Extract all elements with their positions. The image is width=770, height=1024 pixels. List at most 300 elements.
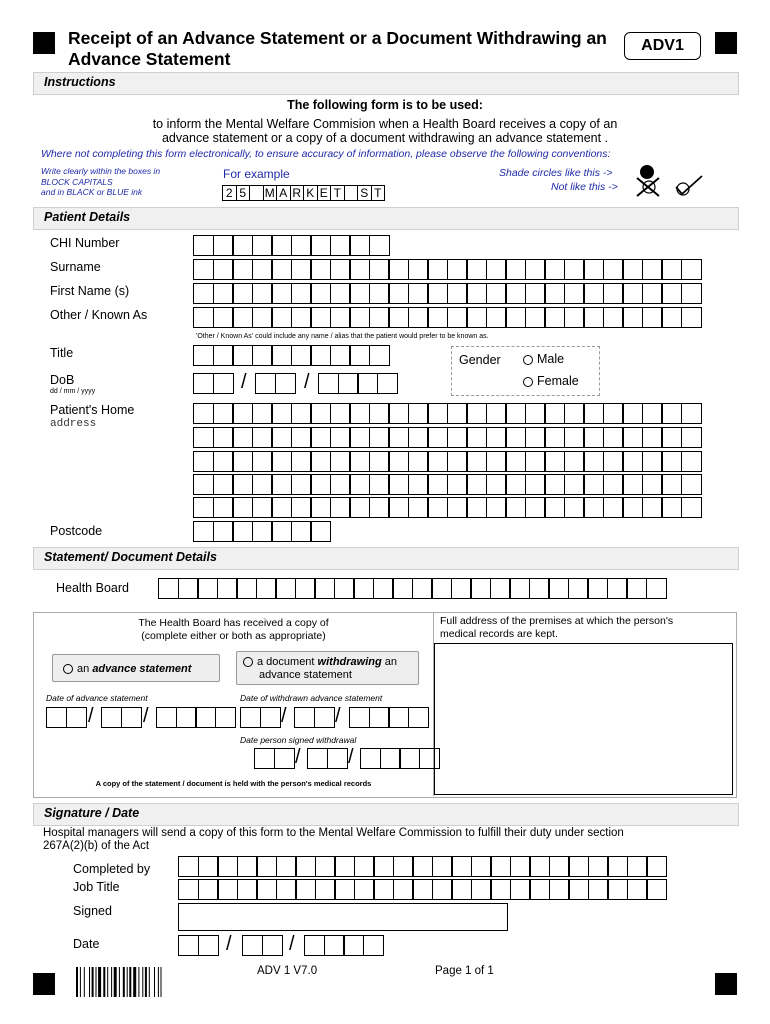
char-cell[interactable] xyxy=(271,521,292,542)
char-cell[interactable] xyxy=(369,403,390,424)
sign-date-month-input[interactable] xyxy=(242,935,281,956)
char-cell[interactable] xyxy=(314,707,335,728)
char-cell[interactable] xyxy=(252,345,273,366)
char-cell[interactable] xyxy=(486,403,507,424)
char-cell[interactable] xyxy=(295,879,316,900)
char-cell[interactable] xyxy=(607,879,628,900)
advance-month-input[interactable] xyxy=(101,707,140,728)
char-cell[interactable] xyxy=(291,307,312,328)
char-cell[interactable] xyxy=(369,497,390,518)
char-cell[interactable] xyxy=(583,283,604,304)
char-cell[interactable] xyxy=(232,521,253,542)
char-cell[interactable] xyxy=(399,748,420,769)
char-cell[interactable] xyxy=(193,373,214,394)
char-cell[interactable] xyxy=(470,578,491,599)
char-cell[interactable] xyxy=(330,427,351,448)
char-cell[interactable] xyxy=(388,307,409,328)
char-cell[interactable] xyxy=(252,521,273,542)
char-cell[interactable] xyxy=(373,856,394,877)
char-cell[interactable] xyxy=(661,307,682,328)
char-cell[interactable] xyxy=(525,474,546,495)
char-cell[interactable] xyxy=(622,427,643,448)
char-cell[interactable] xyxy=(193,235,214,256)
char-cell[interactable] xyxy=(66,707,87,728)
char-cell[interactable] xyxy=(310,451,331,472)
signed-month-input[interactable] xyxy=(307,748,346,769)
char-cell[interactable] xyxy=(307,748,328,769)
char-cell[interactable] xyxy=(388,707,409,728)
withdrawal-document-option[interactable]: a document withdrawing an advance statement xyxy=(236,651,419,685)
char-cell[interactable] xyxy=(626,578,647,599)
char-cell[interactable] xyxy=(627,879,648,900)
char-cell[interactable] xyxy=(334,578,355,599)
signed-day-input[interactable] xyxy=(254,748,293,769)
char-cell[interactable] xyxy=(583,403,604,424)
char-cell[interactable] xyxy=(314,578,335,599)
char-cell[interactable] xyxy=(549,879,570,900)
char-cell[interactable] xyxy=(388,403,409,424)
char-cell[interactable] xyxy=(310,427,331,448)
char-cell[interactable] xyxy=(158,578,179,599)
char-cell[interactable] xyxy=(583,474,604,495)
char-cell[interactable] xyxy=(213,373,234,394)
char-cell[interactable] xyxy=(388,259,409,280)
char-cell[interactable] xyxy=(369,474,390,495)
char-cell[interactable] xyxy=(380,748,401,769)
char-cell[interactable] xyxy=(349,707,370,728)
char-cell[interactable] xyxy=(213,451,234,472)
sign-date-year-input[interactable] xyxy=(304,935,382,956)
records-address-input[interactable] xyxy=(434,643,733,795)
gender-male-option[interactable]: Male xyxy=(523,352,564,366)
char-cell[interactable] xyxy=(642,474,663,495)
char-cell[interactable] xyxy=(330,307,351,328)
char-cell[interactable] xyxy=(271,235,292,256)
char-cell[interactable] xyxy=(427,451,448,472)
char-cell[interactable] xyxy=(357,373,378,394)
char-cell[interactable] xyxy=(178,856,199,877)
char-cell[interactable] xyxy=(408,283,429,304)
char-cell[interactable] xyxy=(486,451,507,472)
char-cell[interactable] xyxy=(193,497,214,518)
char-cell[interactable] xyxy=(427,259,448,280)
address-line-1-input[interactable] xyxy=(193,403,700,424)
char-cell[interactable] xyxy=(408,451,429,472)
char-cell[interactable] xyxy=(252,427,273,448)
char-cell[interactable] xyxy=(588,856,609,877)
char-cell[interactable] xyxy=(237,879,258,900)
char-cell[interactable] xyxy=(427,307,448,328)
postcode-input[interactable] xyxy=(193,521,330,542)
char-cell[interactable] xyxy=(271,345,292,366)
char-cell[interactable] xyxy=(466,474,487,495)
char-cell[interactable] xyxy=(349,259,370,280)
char-cell[interactable] xyxy=(363,935,384,956)
char-cell[interactable] xyxy=(330,235,351,256)
char-cell[interactable] xyxy=(178,935,199,956)
advance-statement-option[interactable]: an advance statement xyxy=(52,654,220,682)
char-cell[interactable] xyxy=(490,578,511,599)
char-cell[interactable] xyxy=(583,451,604,472)
char-cell[interactable] xyxy=(642,403,663,424)
char-cell[interactable] xyxy=(408,497,429,518)
char-cell[interactable] xyxy=(294,707,315,728)
char-cell[interactable] xyxy=(198,856,219,877)
char-cell[interactable] xyxy=(525,451,546,472)
char-cell[interactable] xyxy=(271,307,292,328)
char-cell[interactable] xyxy=(564,474,585,495)
dob-day-input[interactable] xyxy=(193,373,232,394)
char-cell[interactable] xyxy=(466,307,487,328)
char-cell[interactable] xyxy=(412,578,433,599)
char-cell[interactable] xyxy=(255,373,276,394)
char-cell[interactable] xyxy=(681,474,702,495)
char-cell[interactable] xyxy=(466,451,487,472)
char-cell[interactable] xyxy=(213,235,234,256)
char-cell[interactable] xyxy=(408,707,429,728)
char-cell[interactable] xyxy=(490,879,511,900)
char-cell[interactable] xyxy=(388,451,409,472)
char-cell[interactable] xyxy=(369,707,390,728)
char-cell[interactable] xyxy=(587,578,608,599)
char-cell[interactable] xyxy=(432,879,453,900)
char-cell[interactable] xyxy=(544,307,565,328)
char-cell[interactable] xyxy=(661,451,682,472)
char-cell[interactable] xyxy=(544,259,565,280)
char-cell[interactable] xyxy=(388,283,409,304)
char-cell[interactable] xyxy=(360,748,381,769)
char-cell[interactable] xyxy=(197,578,218,599)
char-cell[interactable] xyxy=(252,235,273,256)
address-line-4-input[interactable] xyxy=(193,474,700,495)
char-cell[interactable] xyxy=(349,283,370,304)
char-cell[interactable] xyxy=(661,259,682,280)
char-cell[interactable] xyxy=(603,259,624,280)
char-cell[interactable] xyxy=(505,497,526,518)
char-cell[interactable] xyxy=(310,521,331,542)
char-cell[interactable] xyxy=(46,707,67,728)
char-cell[interactable] xyxy=(369,235,390,256)
char-cell[interactable] xyxy=(661,283,682,304)
completed-by-input[interactable] xyxy=(178,856,666,877)
char-cell[interactable] xyxy=(232,307,253,328)
char-cell[interactable] xyxy=(510,856,531,877)
char-cell[interactable] xyxy=(291,259,312,280)
char-cell[interactable] xyxy=(176,707,197,728)
char-cell[interactable] xyxy=(525,283,546,304)
char-cell[interactable] xyxy=(486,497,507,518)
char-cell[interactable] xyxy=(529,879,550,900)
char-cell[interactable] xyxy=(646,578,667,599)
withdrawal-radio-icon[interactable] xyxy=(243,657,253,667)
char-cell[interactable] xyxy=(412,879,433,900)
char-cell[interactable] xyxy=(642,427,663,448)
char-cell[interactable] xyxy=(622,403,643,424)
char-cell[interactable] xyxy=(271,403,292,424)
char-cell[interactable] xyxy=(193,427,214,448)
char-cell[interactable] xyxy=(252,403,273,424)
char-cell[interactable] xyxy=(568,578,589,599)
char-cell[interactable] xyxy=(564,497,585,518)
char-cell[interactable] xyxy=(603,497,624,518)
char-cell[interactable] xyxy=(447,307,468,328)
char-cell[interactable] xyxy=(252,307,273,328)
char-cell[interactable] xyxy=(466,283,487,304)
char-cell[interactable] xyxy=(330,451,351,472)
char-cell[interactable] xyxy=(236,578,257,599)
char-cell[interactable] xyxy=(525,427,546,448)
char-cell[interactable] xyxy=(193,474,214,495)
char-cell[interactable] xyxy=(330,259,351,280)
char-cell[interactable] xyxy=(661,403,682,424)
char-cell[interactable] xyxy=(256,856,277,877)
char-cell[interactable] xyxy=(343,935,364,956)
char-cell[interactable] xyxy=(334,879,355,900)
char-cell[interactable] xyxy=(310,259,331,280)
char-cell[interactable] xyxy=(349,345,370,366)
char-cell[interactable] xyxy=(232,259,253,280)
char-cell[interactable] xyxy=(544,403,565,424)
char-cell[interactable] xyxy=(349,474,370,495)
char-cell[interactable] xyxy=(427,427,448,448)
char-cell[interactable] xyxy=(101,707,122,728)
char-cell[interactable] xyxy=(583,497,604,518)
char-cell[interactable] xyxy=(256,879,277,900)
surname-input[interactable] xyxy=(193,259,700,280)
char-cell[interactable] xyxy=(525,307,546,328)
char-cell[interactable] xyxy=(213,474,234,495)
char-cell[interactable] xyxy=(291,403,312,424)
char-cell[interactable] xyxy=(291,451,312,472)
char-cell[interactable] xyxy=(447,451,468,472)
char-cell[interactable] xyxy=(276,856,297,877)
char-cell[interactable] xyxy=(295,578,316,599)
char-cell[interactable] xyxy=(275,578,296,599)
char-cell[interactable] xyxy=(681,307,702,328)
withdrawn-day-input[interactable] xyxy=(240,707,279,728)
char-cell[interactable] xyxy=(369,283,390,304)
char-cell[interactable] xyxy=(603,451,624,472)
char-cell[interactable] xyxy=(315,879,336,900)
char-cell[interactable] xyxy=(471,879,492,900)
char-cell[interactable] xyxy=(622,259,643,280)
char-cell[interactable] xyxy=(310,403,331,424)
char-cell[interactable] xyxy=(213,403,234,424)
char-cell[interactable] xyxy=(232,235,253,256)
char-cell[interactable] xyxy=(252,259,273,280)
char-cell[interactable] xyxy=(451,856,472,877)
char-cell[interactable] xyxy=(471,856,492,877)
char-cell[interactable] xyxy=(432,856,453,877)
char-cell[interactable] xyxy=(564,307,585,328)
advance-day-input[interactable] xyxy=(46,707,85,728)
char-cell[interactable] xyxy=(466,259,487,280)
char-cell[interactable] xyxy=(646,879,667,900)
char-cell[interactable] xyxy=(240,707,261,728)
char-cell[interactable] xyxy=(217,578,238,599)
char-cell[interactable] xyxy=(525,403,546,424)
char-cell[interactable] xyxy=(681,427,702,448)
char-cell[interactable] xyxy=(451,578,472,599)
first-name-input[interactable] xyxy=(193,283,700,304)
char-cell[interactable] xyxy=(447,474,468,495)
female-radio-icon[interactable] xyxy=(523,377,533,387)
char-cell[interactable] xyxy=(622,283,643,304)
char-cell[interactable] xyxy=(505,283,526,304)
char-cell[interactable] xyxy=(193,451,214,472)
dob-year-input[interactable] xyxy=(318,373,396,394)
char-cell[interactable] xyxy=(427,497,448,518)
male-radio-icon[interactable] xyxy=(523,355,533,365)
char-cell[interactable] xyxy=(544,451,565,472)
char-cell[interactable] xyxy=(291,427,312,448)
char-cell[interactable] xyxy=(252,283,273,304)
advance-radio-icon[interactable] xyxy=(63,664,73,674)
char-cell[interactable] xyxy=(486,259,507,280)
char-cell[interactable] xyxy=(193,521,214,542)
char-cell[interactable] xyxy=(198,879,219,900)
char-cell[interactable] xyxy=(330,283,351,304)
char-cell[interactable] xyxy=(330,345,351,366)
char-cell[interactable] xyxy=(427,474,448,495)
char-cell[interactable] xyxy=(193,259,214,280)
char-cell[interactable] xyxy=(509,578,530,599)
char-cell[interactable] xyxy=(466,427,487,448)
char-cell[interactable] xyxy=(310,497,331,518)
char-cell[interactable] xyxy=(354,856,375,877)
char-cell[interactable] xyxy=(334,856,355,877)
char-cell[interactable] xyxy=(262,935,283,956)
char-cell[interactable] xyxy=(369,345,390,366)
char-cell[interactable] xyxy=(369,259,390,280)
char-cell[interactable] xyxy=(525,497,546,518)
chi-number-input[interactable] xyxy=(193,235,388,256)
char-cell[interactable] xyxy=(392,578,413,599)
char-cell[interactable] xyxy=(388,474,409,495)
char-cell[interactable] xyxy=(215,707,236,728)
char-cell[interactable] xyxy=(486,307,507,328)
char-cell[interactable] xyxy=(564,283,585,304)
char-cell[interactable] xyxy=(681,497,702,518)
char-cell[interactable] xyxy=(549,856,570,877)
char-cell[interactable] xyxy=(568,856,589,877)
char-cell[interactable] xyxy=(642,307,663,328)
address-line-5-input[interactable] xyxy=(193,497,700,518)
char-cell[interactable] xyxy=(603,283,624,304)
char-cell[interactable] xyxy=(310,235,331,256)
char-cell[interactable] xyxy=(271,451,292,472)
char-cell[interactable] xyxy=(408,427,429,448)
char-cell[interactable] xyxy=(178,578,199,599)
char-cell[interactable] xyxy=(274,748,295,769)
char-cell[interactable] xyxy=(213,345,234,366)
char-cell[interactable] xyxy=(291,521,312,542)
char-cell[interactable] xyxy=(373,879,394,900)
char-cell[interactable] xyxy=(349,403,370,424)
char-cell[interactable] xyxy=(646,856,667,877)
char-cell[interactable] xyxy=(256,578,277,599)
char-cell[interactable] xyxy=(291,235,312,256)
char-cell[interactable] xyxy=(252,474,273,495)
char-cell[interactable] xyxy=(408,307,429,328)
char-cell[interactable] xyxy=(271,474,292,495)
char-cell[interactable] xyxy=(310,307,331,328)
char-cell[interactable] xyxy=(583,259,604,280)
char-cell[interactable] xyxy=(275,373,296,394)
char-cell[interactable] xyxy=(217,879,238,900)
char-cell[interactable] xyxy=(603,427,624,448)
char-cell[interactable] xyxy=(330,474,351,495)
char-cell[interactable] xyxy=(237,856,258,877)
char-cell[interactable] xyxy=(369,451,390,472)
char-cell[interactable] xyxy=(393,856,414,877)
char-cell[interactable] xyxy=(377,373,398,394)
char-cell[interactable] xyxy=(419,748,440,769)
char-cell[interactable] xyxy=(466,403,487,424)
char-cell[interactable] xyxy=(276,879,297,900)
char-cell[interactable] xyxy=(564,451,585,472)
char-cell[interactable] xyxy=(232,474,253,495)
char-cell[interactable] xyxy=(388,427,409,448)
char-cell[interactable] xyxy=(353,578,374,599)
char-cell[interactable] xyxy=(291,474,312,495)
char-cell[interactable] xyxy=(324,935,345,956)
char-cell[interactable] xyxy=(447,403,468,424)
char-cell[interactable] xyxy=(260,707,281,728)
char-cell[interactable] xyxy=(642,283,663,304)
char-cell[interactable] xyxy=(661,474,682,495)
withdrawn-year-input[interactable] xyxy=(349,707,427,728)
char-cell[interactable] xyxy=(622,474,643,495)
char-cell[interactable] xyxy=(330,497,351,518)
char-cell[interactable] xyxy=(254,748,275,769)
char-cell[interactable] xyxy=(271,283,292,304)
char-cell[interactable] xyxy=(681,283,702,304)
char-cell[interactable] xyxy=(213,521,234,542)
char-cell[interactable] xyxy=(603,403,624,424)
char-cell[interactable] xyxy=(681,259,702,280)
char-cell[interactable] xyxy=(349,451,370,472)
char-cell[interactable] xyxy=(622,307,643,328)
char-cell[interactable] xyxy=(156,707,177,728)
char-cell[interactable] xyxy=(583,307,604,328)
char-cell[interactable] xyxy=(213,259,234,280)
char-cell[interactable] xyxy=(529,578,550,599)
char-cell[interactable] xyxy=(232,451,253,472)
char-cell[interactable] xyxy=(505,403,526,424)
char-cell[interactable] xyxy=(568,879,589,900)
address-line-2-input[interactable] xyxy=(193,427,700,448)
address-line-3-input[interactable] xyxy=(193,451,700,472)
char-cell[interactable] xyxy=(330,403,351,424)
char-cell[interactable] xyxy=(544,283,565,304)
char-cell[interactable] xyxy=(213,497,234,518)
char-cell[interactable] xyxy=(232,283,253,304)
char-cell[interactable] xyxy=(193,403,214,424)
char-cell[interactable] xyxy=(178,879,199,900)
char-cell[interactable] xyxy=(232,497,253,518)
char-cell[interactable] xyxy=(349,235,370,256)
char-cell[interactable] xyxy=(622,497,643,518)
char-cell[interactable] xyxy=(373,578,394,599)
char-cell[interactable] xyxy=(505,474,526,495)
char-cell[interactable] xyxy=(213,307,234,328)
char-cell[interactable] xyxy=(627,856,648,877)
char-cell[interactable] xyxy=(304,935,325,956)
char-cell[interactable] xyxy=(505,427,526,448)
char-cell[interactable] xyxy=(681,403,702,424)
char-cell[interactable] xyxy=(642,497,663,518)
